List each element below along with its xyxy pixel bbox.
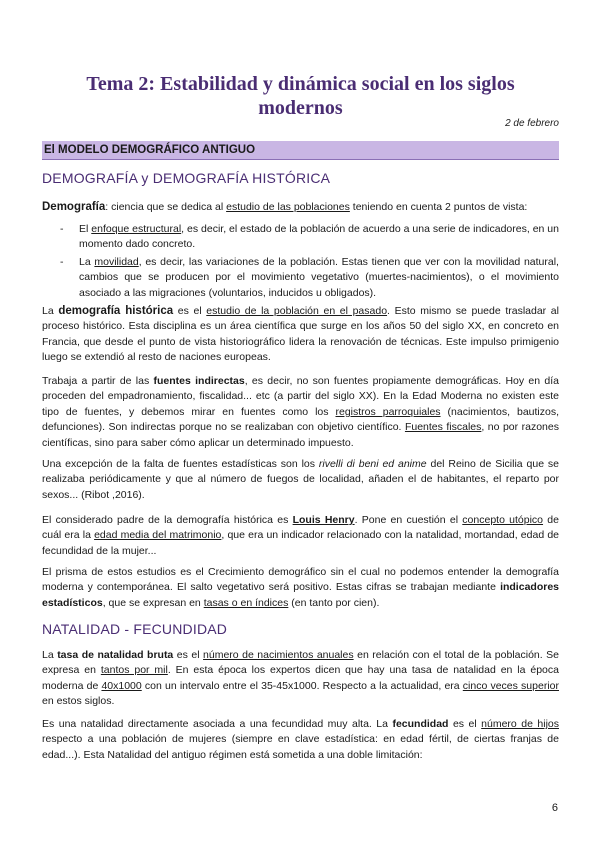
text: (en tanto por cien). <box>288 596 380 609</box>
paragraph <box>42 457 559 503</box>
underlined-text: edad media del matrimonio <box>94 529 222 542</box>
text: La <box>79 255 95 268</box>
underlined-text: tasas o en índices <box>203 596 289 609</box>
text: : ciencia que se dedica al <box>105 201 227 213</box>
date-label: 2 de febrero <box>505 118 559 129</box>
underlined-text: número de hijos <box>481 718 559 730</box>
text: , es decir, no son fuentes propiamente demográficas. Hoy en día proceden del empadronamiento, fiscalidad... etc (a partir del siglo XX). En la Edad Moderna no existen este tipo de fuentes, y debemos mirar en fuentes como los <box>42 375 559 418</box>
bullet-dash: - <box>60 255 64 268</box>
bold-text: tasa de natalidad bruta <box>57 649 174 661</box>
text: La <box>42 649 58 661</box>
text: La <box>42 305 59 317</box>
text: respecto a una población de mujeres (siempre en clave estadística: en edad fértil, de ciertas franjas de edad...). Esta Natalidad del antiguo régimen está sometida a una doble limitación: <box>42 733 559 761</box>
definition-demografia <box>42 200 559 215</box>
bullet-list <box>42 222 559 303</box>
underlined-text: registros parroquiales <box>335 405 441 418</box>
underlined-text: movilidad <box>94 255 139 268</box>
term: Demografía <box>42 201 106 213</box>
text: El considerado padre de la demografía histórica es <box>42 514 293 526</box>
paragraph <box>42 717 559 763</box>
list-item <box>42 222 559 253</box>
text: , que se expresan en <box>102 596 204 609</box>
subheading-natalidad: NATALIDAD - FECUNDIDAD <box>42 621 228 637</box>
text: Una excepción de la falta de fuentes estadísticas son los <box>42 458 319 470</box>
text: Es una natalidad directamente asociada a una fecundidad muy alta. La <box>42 718 393 730</box>
text: El prisma de estos estudios es el Crecimiento demográfico sin el cual no podemos entender la demografía moderna y contemporánea. El salto vegetativo será positivo. Estas cifras se trabajan mediante <box>42 566 559 594</box>
underlined-text: cinco veces superior <box>462 679 559 692</box>
text: , no por razones científicas, sino para saber cómo aplicar un determinado impuesto. <box>42 421 559 449</box>
underlined-text: Fuentes fiscales <box>404 421 482 434</box>
text: , es decir, el estado de la población de acuerdo a una serie de indicadores, en un momento dado concreto. <box>79 223 559 251</box>
bold-text: fuentes indirectas <box>153 375 245 387</box>
text: El <box>79 223 92 235</box>
text: es el <box>173 649 204 661</box>
paragraph <box>42 513 559 559</box>
text: . En esta época los expertos dicen que hay una tasa de natalidad en la época moderna de <box>42 664 559 692</box>
bold-text: demografía histórica <box>58 305 174 317</box>
subheading-demografia: DEMOGRAFÍA y DEMOGRAFÍA HISTÓRICA <box>42 170 331 186</box>
paragraph <box>42 374 559 451</box>
underlined-text: 40x1000 <box>101 679 142 692</box>
text: con un intervalo entre el 35-45x1000. Respecto a la actualidad, era <box>141 679 463 692</box>
underlined-text: número de nacimientos anuales <box>203 649 354 661</box>
bold-underlined-text: Louis Henry <box>292 514 355 526</box>
text: , es decir, las variaciones de la población. Estas tienen que ver con la movilidad natural, cambios que se producen por el movimiento vegetativo (muertes-nacimientos), o el movimiento asociado a las migraciones (voluntarios, inducidos u obligados). <box>79 255 559 299</box>
underlined-text: concepto utópico <box>462 514 544 526</box>
page-title: Tema 2: Estabilidad y dinámica social en los siglos modernos <box>86 73 515 119</box>
list-item <box>42 255 559 301</box>
paragraph <box>42 304 559 366</box>
text: teniendo en cuenta 2 puntos de vista: <box>349 201 528 213</box>
text: es el <box>173 305 207 317</box>
paragraph <box>42 565 559 611</box>
underlined-text: estudio de la población en el pasado <box>206 305 388 317</box>
bold-text: indicadores estadísticos <box>42 581 559 609</box>
page-number: 6 <box>551 802 558 814</box>
italic-text: rivelli di beni ed anime <box>318 458 427 470</box>
text: Trabaja a partir de las <box>42 375 154 387</box>
bold-text: fecundidad <box>392 718 449 730</box>
text: . Esto mismo se puede trasladar al proceso histórico. Esta disciplina es un área científica que surge en los años 50 del siglo XX, en concreto en Francia, que desde el punto de vista historiográfico lidera la renovación de técnicas. Este impulso primigenio luego se extendió al resto de naciones europeas. <box>42 305 559 364</box>
text: de cuál era la <box>42 514 559 542</box>
text: es el <box>448 718 482 730</box>
bullet-dash: - <box>60 223 64 235</box>
text: del Reino de Sicilia que se realizaba periódicamente y que al número de fuegos de localidad, añaden el de habitantes, el reparto por sexos... (Ribot ,2016). <box>42 458 559 501</box>
section-heading: El MODELO DEMOGRÁFICO ANTIGUO <box>42 141 559 160</box>
underlined-text: estudio de las poblaciones <box>226 201 350 213</box>
underlined-text: enfoque estructural <box>91 223 182 235</box>
text: (nacimientos, bautizos, defunciones). Son indirectas porque no se realizaban con objetivo científico. <box>42 405 560 434</box>
text: , que era un indicador relacionado con la natalidad, mortandad, edad de fecundidad de la mujer... <box>42 529 559 557</box>
text: en estos siglos. <box>42 695 115 708</box>
underlined-text: tantos por mil <box>100 664 168 677</box>
paragraph <box>42 648 559 710</box>
text: . Pone en cuestión el <box>354 514 463 526</box>
text: en relación con el total de la población. Se expresa en <box>42 649 560 677</box>
